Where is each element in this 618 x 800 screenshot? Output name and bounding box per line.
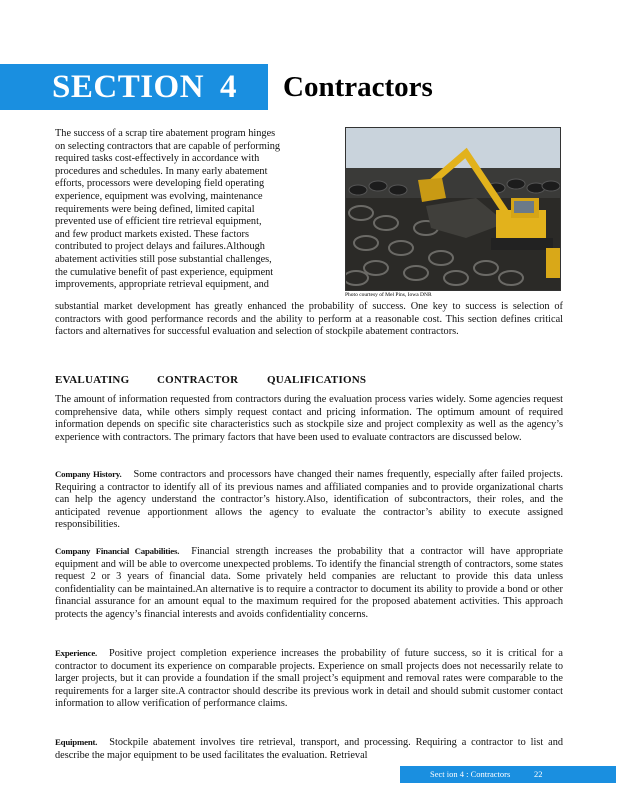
intro-line: abatement activities still pose substantial challenges,	[55, 253, 272, 265]
intro-line: experience, equipment was evolving, maintenance	[55, 190, 263, 202]
company-history-paragraph	[55, 468, 563, 532]
company-history-text: Some contractors and processors have changed their names frequently, especially after failed projects. Requiring a contractor to identify all of its previous names and affiliated companies and to provide organizational charts can help the agency understand the contractor’s history.Also, identification of subcontractors, their roles, and the anticipated revenue apportionment allows the agency to evaluate the contractor’s ability to execute assigned responsibilities.	[55, 469, 563, 531]
intro-line: required tasks cost-effectively in accordance with	[55, 153, 260, 165]
financial-title: Company Financial Capabilities.	[55, 546, 180, 556]
equipment-title: Equipment.	[55, 737, 98, 747]
intro-line: requirements were being defined, limited capital	[55, 203, 255, 215]
equipment-paragraph	[55, 736, 563, 762]
intro-line: contributed to project delays and failures.Although	[55, 241, 265, 253]
tire-pile-photo	[345, 127, 561, 291]
financial-text: Financial strength increases the probability that a contractor will have appropriate equipment and will be able to overcome unexpected problems. To identify the financial strength of contractors, some states request 2 or 3 years of financial data. Some privately held companies are reluctant to provide this data unless confidentiality can be maintained.An alternative is to require a contractor to document its ability to provide a bond or other financial assurance for an amount equal to the maximum required for the proposed abatement activities. This approach protects the agency’s financial interests and avoids confidentiality concerns.	[55, 546, 563, 620]
experience-text: Positive project completion experience increases the probability of future success, so it is critical for a contractor to document its experience on comparable projects. Experience on small projects does not necessarily relate to larger projects, but it can provide a foundation if the small project’s equipment and removal rates were comparable to the requirements for a larger site.A contractor should describe its previous work in detail and should submit customer contact information to allow verification of performance claims.	[55, 648, 563, 710]
intro-line: prevented use of efficient tire retrieval equipment,	[55, 216, 262, 228]
section-label: SECTION	[52, 69, 205, 105]
footer-section-label: Sect ion 4 : Contractors	[430, 769, 511, 779]
intro-line: the cumulative benefit of past experience, equipment	[55, 266, 274, 278]
section-number: 4	[220, 69, 237, 105]
evaluating-intro: The amount of information requested from contractors during the evaluation process varies widely. Some agencies request comprehensive data, while others simply request contact and pricing information. The optimum amount of required information depends on specific site characteristics such as stockpile size and project complexity as well as the agency’s experience with contractors. The primary factors that have been used to evaluate contractors are discussed below.	[55, 394, 563, 443]
heading-word: QUALIFICATIONS	[267, 374, 367, 386]
experience-paragraph	[55, 647, 563, 711]
intro-line: procedures and schedules. In many early abatement	[55, 165, 268, 177]
company-history-title: Company History.	[55, 469, 122, 479]
intro-line: and few product markets existed. These factors	[55, 228, 249, 240]
intro-line: efforts, processors were developing field operating	[55, 178, 265, 190]
section-banner	[0, 64, 268, 110]
intro-paragraph	[55, 128, 317, 292]
intro-line: improvements, appropriate retrieval equipment, and	[55, 279, 269, 291]
heading-word: EVALUATING	[55, 374, 130, 386]
intro-line: on selecting contractors that are capable of performing	[55, 140, 281, 152]
photo-caption: Photo courtesy of Mel Pins, Iowa DNR	[345, 292, 432, 298]
intro-continuation: substantial market development has greatly enhanced the probability of success. One key to success is selection of contractors with good performance records and the ability to perform at a reasonable cost. This section defines critical factors and alternatives for successful evaluation and selection of stockpile abatement contractors.	[55, 301, 563, 338]
financial-paragraph	[55, 545, 563, 622]
heading-word: CONTRACTOR	[157, 374, 239, 386]
excavator-tire-pile-illustration	[346, 128, 560, 290]
experience-title: Experience.	[55, 648, 98, 658]
page-number: 22	[534, 769, 543, 779]
page-footer	[400, 766, 616, 783]
equipment-text: Stockpile abatement involves tire retrieval, transport, and processing. Requiring a contractor to list and describe the major equipment to be used facilitates the evaluation. Retrieval	[55, 737, 563, 761]
intro-line: The success of a scrap tire abatement program hinges	[55, 128, 276, 139]
page-title: Contractors	[283, 71, 433, 103]
